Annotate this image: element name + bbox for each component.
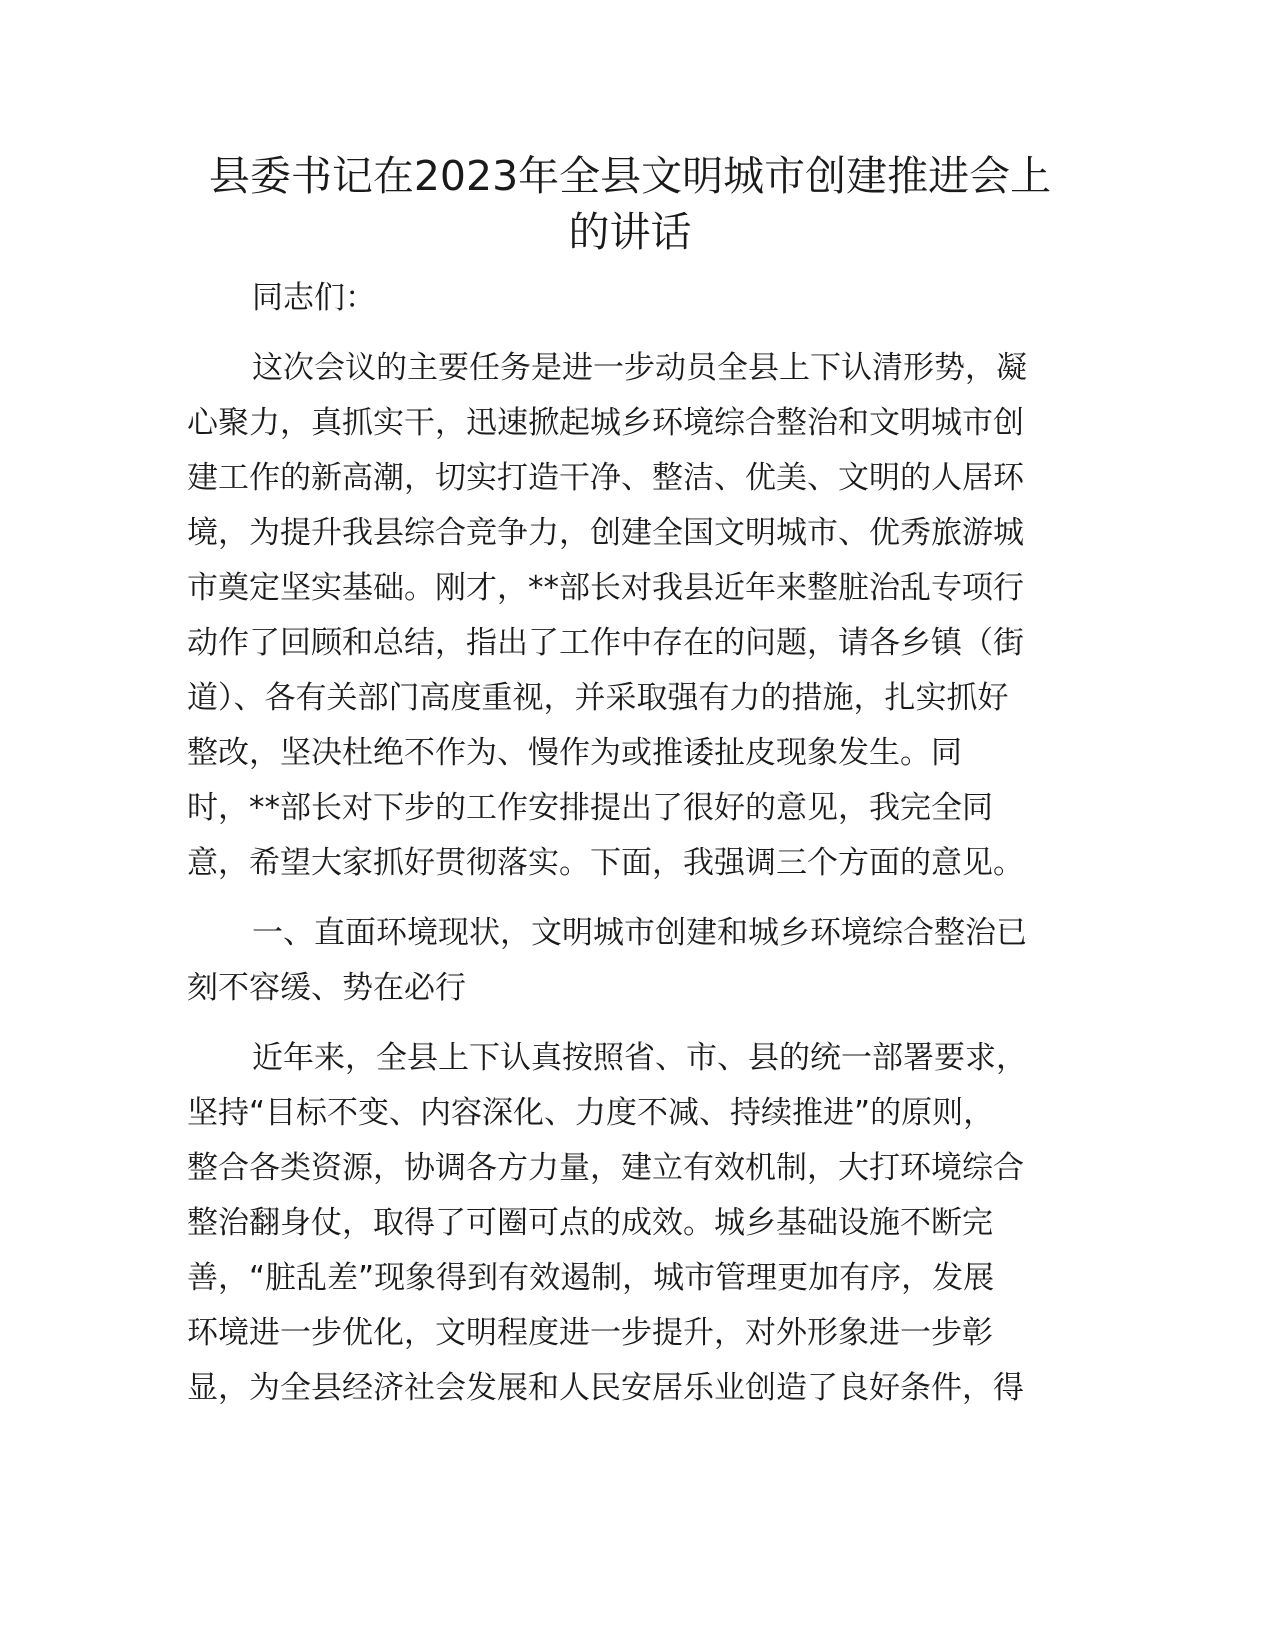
paragraph-line: 整合各类资源，协调各方力量，建立有效机制，大打环境综合 — [187, 1150, 1024, 1186]
paragraph-line: 环境进一步优化，文明程度进一步提升，对外形象进一步彰 — [187, 1315, 993, 1351]
paragraph-line: 境，为提升我县综合竞争力，创建全国文明城市、优秀旅游城 — [187, 515, 1024, 551]
paragraph-line: 整治翻身仗，取得了可圈可点的成效。城乡基础设施不断完 — [187, 1205, 993, 1241]
title-line: 的讲话 — [568, 208, 692, 256]
heading-line: 刻不容缓、势在必行 — [187, 970, 466, 1006]
paragraph-line: 时，**部长对下步的工作安排提出了很好的意见，我完全同 — [187, 790, 993, 826]
paragraph-line: 市奠定坚实基础。刚才，**部长对我县近年来整脏治乱专项行 — [187, 570, 1024, 606]
paragraph-line: 建工作的新高潮，切实打造干净、整洁、优美、文明的人居环 — [187, 460, 1024, 496]
paragraph-line: 显，为全县经济社会发展和人民安居乐业创造了良好条件，得 — [187, 1370, 1024, 1406]
paragraph-line: 心聚力，真抓实干，迅速掀起城乡环境综合整治和文明城市创 — [187, 405, 1024, 441]
salutation: 同志们： — [252, 280, 376, 316]
paragraph-line: 善，“脏乱差”现象得到有效遏制，城市管理更加有序，发展 — [187, 1260, 995, 1296]
paragraph-line: 道）、各有关部门高度重视，并采取强有力的措施，扎实抓好 — [187, 680, 1009, 716]
paragraph-line: 整改，坚决杜绝不作为、慢作为或推诿扯皮现象发生。同 — [187, 735, 962, 771]
paragraph-line: 近年来，全县上下认真按照省、市、县的统一部署要求， — [252, 1040, 1027, 1076]
document-title — [180, 148, 1080, 260]
heading-line: 一、直面环境现状，文明城市创建和城乡环境综合整治已 — [252, 915, 1027, 951]
paragraph-line: 意，希望大家抓好贯彻落实。下面，我强调三个方面的意见。 — [187, 845, 1024, 881]
title-line: 县委书记在2023年全县文明城市创建推进会上 — [208, 152, 1052, 200]
paragraph-line: 动作了回顾和总结，指出了工作中存在的问题，请各乡镇（街 — [187, 625, 1024, 661]
paragraph-line: 这次会议的主要任务是进一步动员全县上下认清形势，凝 — [252, 350, 1027, 386]
paragraph-line: 坚持“目标不变、内容深化、力度不减、持续推进”的原则， — [187, 1095, 995, 1131]
